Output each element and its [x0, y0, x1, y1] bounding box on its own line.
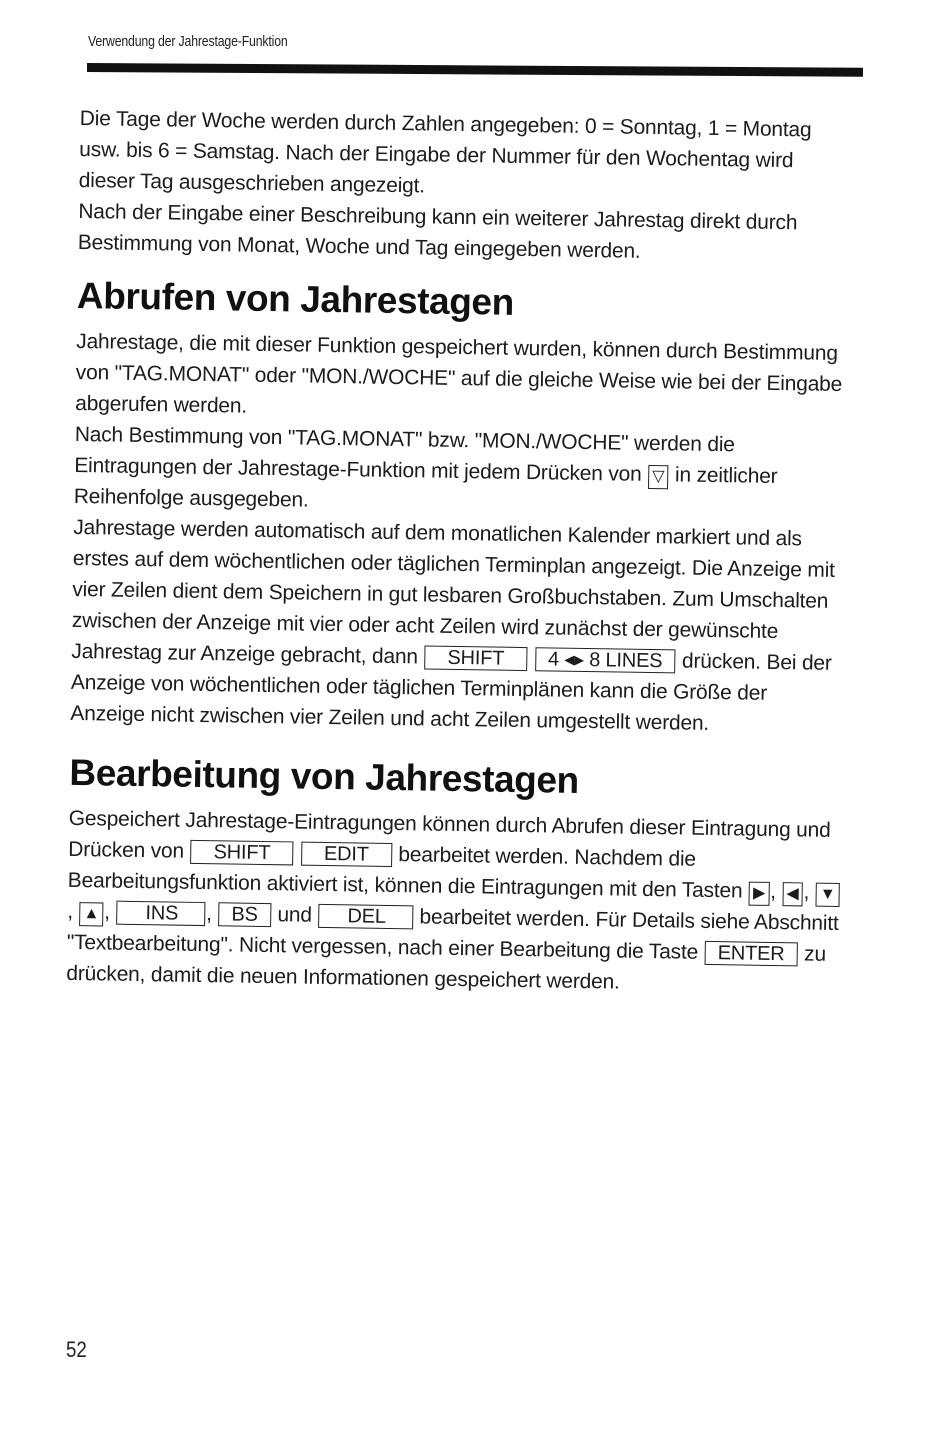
running-head-title: Verwendung der Jahrestage-Funktion	[88, 33, 288, 50]
abrufen-paragraph-1: Jahrestage, die mit dieser Funktion gespeichert wurden, können durch Bestimmung von "TAG.MONAT" oder "MON./WOCHE" auf die gleiche Weise wie bei der Eingabe abgerufen werden.	[75, 329, 843, 418]
page-number: 52	[66, 1337, 87, 1362]
ins-key: INS	[116, 901, 205, 926]
abrufen-p3-text-before: Jahrestage werden automatisch auf dem monatlichen Kalender markiert und als erstes auf dem wöchentlichen oder täglichen Terminplan angezeigt. Die Anzeige mit vier Zeilen dient dem Speichern in gut lesbaren Großbuchstaben. Zum Umschalten zwischen der Anzeige mit vier oder acht Zeilen wird zunächst der gewünschte Jahrestag zur Anzeige gebracht, dann	[71, 515, 835, 669]
bearbeitung-text-e: zu drücken, damit die neuen Informationen gespeichert werden.	[66, 942, 827, 994]
down-filled-arrow-key: ▼	[816, 883, 840, 907]
section-heading-bearbeitung: Bearbeitung von Jahrestagen	[69, 751, 580, 801]
down-arrow-key: ▽	[648, 465, 668, 489]
del-key: DEL	[318, 904, 413, 929]
abrufen-p3-text-after: drücken. Bei der Anzeige von wöchentlichen oder täglichen Terminplänen kann die Größe der Anzeige nicht zwischen vier Zeilen und acht Zeilen umgestellt werden.	[70, 649, 832, 735]
section-heading-abrufen: Abrufen von Jahrestagen	[76, 274, 515, 323]
intro-paragraph-2: Nach der Eingabe einer Beschreibung kann ein weiterer Jahrestag direkt durch Bestimmung von Monat, Woche und Tag eingegeben werden.	[77, 199, 798, 263]
separator-comma: ,	[104, 900, 111, 924]
up-arrow-key: ▲	[79, 902, 103, 926]
abrufen-paragraph-2	[74, 419, 850, 524]
separator-comma: ,	[770, 879, 777, 904]
bearbeitung-text-a: Gespeichert Jahrestage-Eintragungen können durch Abrufen dieser Eintragung und Drücken von	[68, 806, 831, 863]
shift-key: SHIFT	[424, 645, 527, 671]
shift-key-2: SHIFT	[190, 840, 293, 866]
page-body	[66, 103, 855, 1001]
bearbeitung-text-c: und	[277, 903, 313, 927]
abrufen-paragraph-3	[70, 512, 848, 741]
lines-toggle-key: 4 ◂▸ 8 LINES	[535, 647, 676, 673]
separator-comma: ,	[67, 899, 74, 923]
header-rule	[87, 63, 863, 77]
left-arrow-key: ◀	[782, 882, 802, 906]
right-arrow-key: ▶	[749, 882, 769, 906]
abrufen-p2-text-after: in zeitlicher Reihenfolge ausgegeben.	[73, 463, 778, 512]
separator-comma: ,	[206, 902, 213, 926]
bearbeitung-text-b: bearbeitet werden. Nachdem die Bearbeitungsfunktion aktiviert ist, können die Eintragungen mit den Tasten	[67, 843, 743, 903]
separator-comma: ,	[803, 880, 810, 904]
intro-paragraph-1: Die Tage der Woche werden durch Zahlen angegeben: 0 = Sonntag, 1 = Montag usw. bis 6 = Samstag. Nach der Eingabe der Nummer für den Wochentag wird dieser Tag ausgeschrieben angezeigt.	[78, 106, 812, 198]
bearbeitung-text-d: bearbeitet werden. Für Details siehe Abschnitt "Textbearbeitung". Nicht vergessen, nach einer Bearbeitung die Taste	[66, 905, 839, 964]
enter-key: ENTER	[705, 941, 798, 966]
edit-key: EDIT	[301, 842, 392, 867]
abrufen-p2-text-before: Nach Bestimmung von "TAG.MONAT" bzw. "MON./WOCHE" werden die Eintragungen der Jahrestage-Funktion mit jedem Drücken von	[74, 422, 735, 486]
bs-key: BS	[218, 902, 271, 927]
bearbeitung-paragraph	[66, 803, 844, 1001]
